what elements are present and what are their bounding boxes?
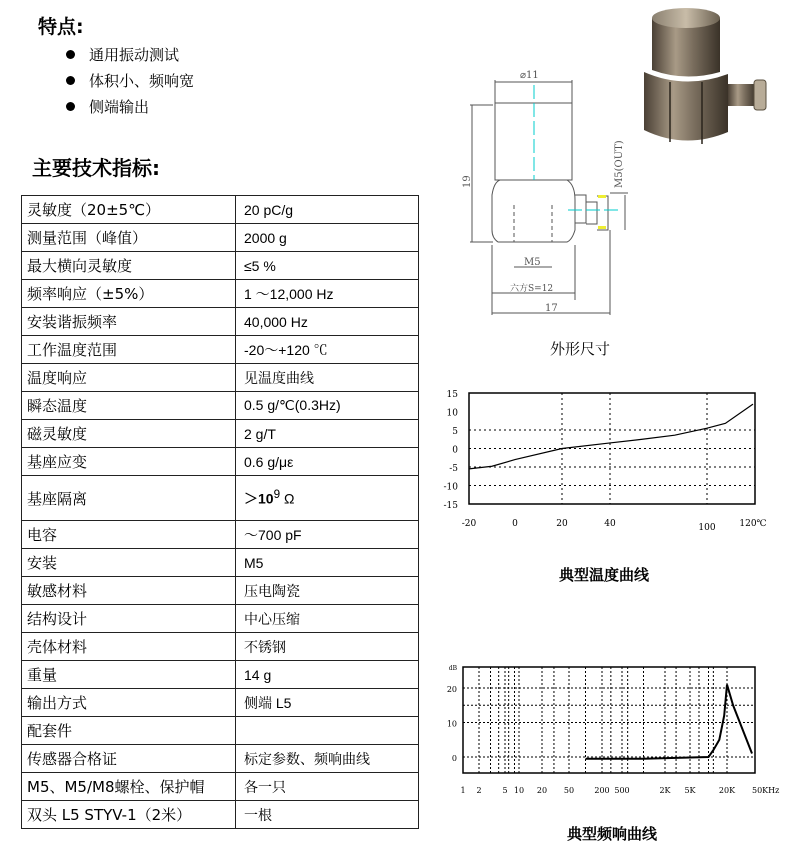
spec-label: 工作温度范围 <box>22 336 236 364</box>
spec-table <box>21 195 419 829</box>
dim-height: 19 <box>462 175 473 188</box>
spec-row <box>22 336 419 364</box>
spec-label: 配套件 <box>22 717 236 745</box>
y-tick-label: 15 <box>446 390 458 400</box>
spec-label: 频率响应（±5%） <box>22 280 236 308</box>
drawing-caption: 外形尺寸 <box>550 340 611 358</box>
spec-row <box>22 577 419 605</box>
spec-row <box>22 801 419 829</box>
spec-label: 基座应变 <box>22 448 236 476</box>
spec-label: 双头 L5 STYV-1（2米） <box>22 801 236 829</box>
x-tick-label: 2K <box>659 786 671 795</box>
spec-value: 侧端 L5 <box>236 689 419 717</box>
feature-item <box>66 44 179 65</box>
y-tick-label: 10 <box>446 408 458 419</box>
spec-row <box>22 364 419 392</box>
y-tick-label: dB <box>448 665 457 672</box>
spec-row <box>22 633 419 661</box>
x-tick-label: 20 <box>556 519 568 529</box>
spec-label: 输出方式 <box>22 689 236 717</box>
specs-title: 主要技术指标: <box>32 156 160 180</box>
x-tick-label: 50 <box>563 786 575 795</box>
feature-text: 侧端输出 <box>89 98 150 116</box>
y-tick-label: 10 <box>446 719 457 729</box>
y-tick-label: 0 <box>451 754 457 763</box>
spec-row <box>22 252 419 280</box>
x-tick-label: 50KHz <box>752 786 780 795</box>
dim-diameter: ⌀11 <box>520 70 539 81</box>
spec-value: 0.5 g/℃(0.3Hz) <box>236 392 419 420</box>
spec-value: ～700 pF <box>236 521 419 549</box>
spec-label: 瞬态温度 <box>22 392 236 420</box>
spec-value: 标定参数、频响曲线 <box>236 745 419 773</box>
spec-label: 安装谐振频率 <box>22 308 236 336</box>
y-tick-label: 0 <box>452 445 458 456</box>
spec-value <box>236 717 419 745</box>
spec-value-base: ＞10 <box>244 490 274 507</box>
spec-label: 测量范围（峰值） <box>22 224 236 252</box>
y-tick-label: 5 <box>452 427 458 437</box>
x-tick-label: 20K <box>718 786 736 795</box>
spec-row <box>22 280 419 308</box>
y-tick-label: 20 <box>446 685 457 694</box>
x-tick-label: 0 <box>512 519 518 529</box>
spec-value: 中心压缩 <box>236 605 419 633</box>
spec-label: 壳体材料 <box>22 633 236 661</box>
spec-value: 各一只 <box>236 773 419 801</box>
y-tick-label: -15 <box>443 501 458 511</box>
spec-label: 传感器合格证 <box>22 745 236 773</box>
x-tick-label: 40 <box>604 519 616 529</box>
spec-value: 0.6 g/με <box>236 448 419 476</box>
spec-value-unit: Ω <box>280 490 295 507</box>
spec-label: 温度响应 <box>22 364 236 392</box>
features-title: 特点: <box>38 16 84 38</box>
spec-value-exponent: 9 <box>273 487 281 501</box>
spec-row <box>22 476 419 521</box>
spec-row <box>22 745 419 773</box>
spec-row <box>22 196 419 224</box>
spec-value: M5 <box>236 549 419 577</box>
x-tick-label: 200 <box>594 786 610 795</box>
spec-value: 2 g/T <box>236 420 419 448</box>
y-tick-label: -5 <box>449 464 458 474</box>
spec-label: 电容 <box>22 521 236 549</box>
spec-value: 14 g <box>236 661 419 689</box>
spec-value: 20 pC/g <box>236 196 419 224</box>
spec-row <box>22 448 419 476</box>
dim-length: 17 <box>545 303 558 314</box>
spec-label: 最大横向灵敏度 <box>22 252 236 280</box>
spec-label: 结构设计 <box>22 605 236 633</box>
dim-output: M5(OUT) <box>614 140 625 188</box>
temperature-curve <box>469 404 753 469</box>
spec-row <box>22 689 419 717</box>
x-tick-label: 100 <box>698 523 716 533</box>
x-tick-label: 5K <box>684 786 696 795</box>
x-tick-label: -20 <box>461 519 477 529</box>
spec-value: ≤5 % <box>236 252 419 280</box>
spec-value: 2000 g <box>236 224 419 252</box>
feature-text: 通用振动测试 <box>89 46 180 64</box>
spec-value: 一根 <box>236 801 419 829</box>
spec-label: 灵敏度（20±5℃） <box>22 196 236 224</box>
x-tick-label: 10 <box>513 786 525 795</box>
bullet-icon <box>66 50 75 59</box>
bullet-icon <box>66 102 75 111</box>
spec-row <box>22 224 419 252</box>
x-tick-label: 1 <box>460 786 466 795</box>
spec-row <box>22 717 419 745</box>
x-tick-label: 20 <box>536 786 548 795</box>
bullet-icon <box>66 76 75 85</box>
spec-label: 敏感材料 <box>22 577 236 605</box>
spec-value: 1 ～12,000 Hz <box>236 280 419 308</box>
product-photo <box>630 0 800 160</box>
spec-value: 压电陶瓷 <box>236 577 419 605</box>
x-tick-label: 5 <box>502 786 508 795</box>
spec-row <box>22 773 419 801</box>
spec-row <box>22 605 419 633</box>
dimension-drawing <box>460 60 640 360</box>
temperature-chart-title: 典型温度曲线 <box>559 566 650 584</box>
spec-row <box>22 521 419 549</box>
feature-item <box>66 96 149 117</box>
frequency-chart <box>430 655 800 805</box>
spec-label: 基座隔离 <box>22 476 236 521</box>
spec-label: 安装 <box>22 549 236 577</box>
spec-row <box>22 420 419 448</box>
spec-row <box>22 392 419 420</box>
plot-frame <box>469 393 755 504</box>
spec-label: M5、M5/M8螺栓、保护帽 <box>22 773 236 801</box>
feature-item <box>66 70 194 91</box>
feature-text: 体积小、频响宽 <box>89 72 195 90</box>
spec-value: 40,000 Hz <box>236 308 419 336</box>
spec-value <box>236 476 419 521</box>
spec-value: 见温度曲线 <box>236 364 419 392</box>
spec-row <box>22 549 419 577</box>
temperature-chart <box>430 380 800 540</box>
spec-value: 不锈钢 <box>236 633 419 661</box>
x-tick-label: 120℃ <box>739 519 767 529</box>
dim-hex: 六方S=12 <box>510 284 554 294</box>
spec-label: 重量 <box>22 661 236 689</box>
spec-label: 磁灵敏度 <box>22 420 236 448</box>
spec-row <box>22 661 419 689</box>
dim-thread: M5 <box>524 257 541 268</box>
spec-row <box>22 308 419 336</box>
y-tick-label: -10 <box>443 482 458 493</box>
x-tick-label: 500 <box>614 786 630 795</box>
frequency-chart-title: 典型频响曲线 <box>567 825 658 843</box>
spec-value: -20～+120 ℃ <box>236 336 419 364</box>
x-tick-label: 2 <box>476 786 482 795</box>
